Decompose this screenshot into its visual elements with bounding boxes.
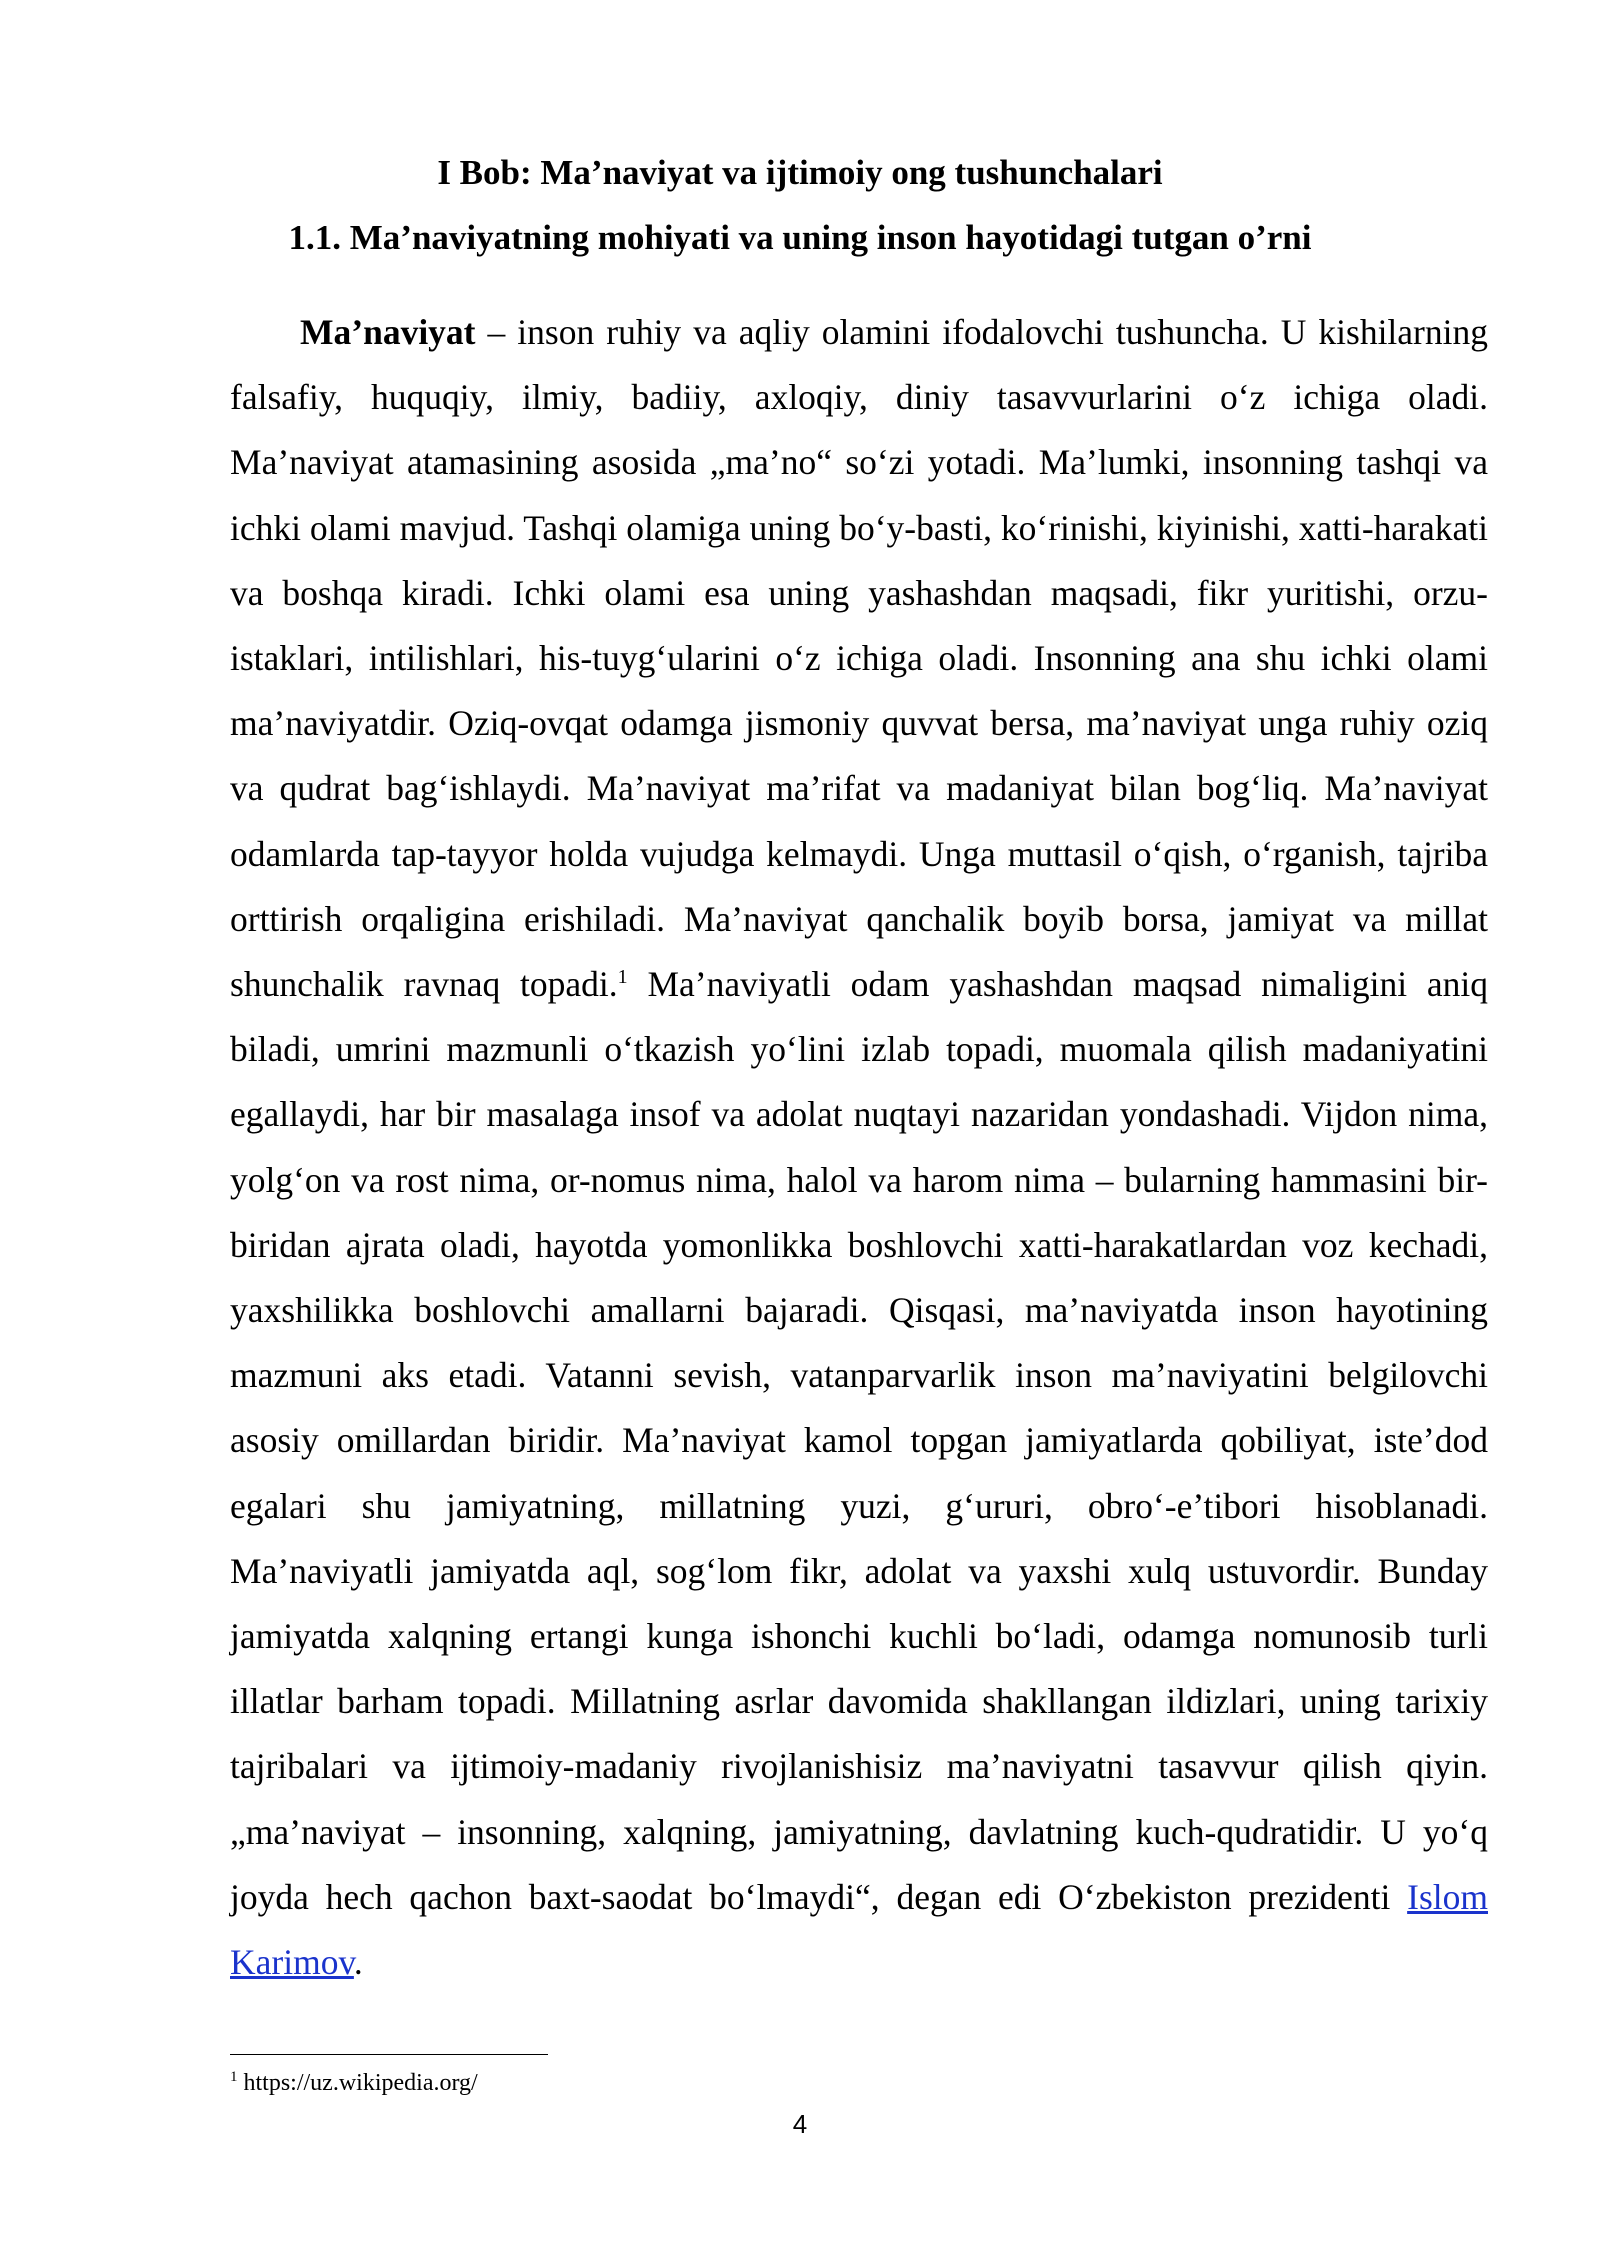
footnote-number: 1 <box>230 2069 238 2085</box>
footnote-text: https://uz.wikipedia.org/ <box>237 2070 478 2096</box>
paragraph-text-part-2: Ma’naviyatli odam yashashdan maqsad nimaligini aniq biladi, umrini mazmunli o‘tkazish yo‘lini izlab topadi, muomala qilish madaniyatini egallaydi, har bir masalaga insof va adolat nuqtayi nazaridan yondashadi. Vijdon nima, yolg‘on va rost nima, or-nomus nima, halol va harom nima – bularning hammasini bir-biridan ajrata oladi, hayotda yomonlikka boshlovchi xatti-harakatlardan voz kechadi, yaxshilikka boshlovchi amallarni bajaradi. Qisqasi, ma’naviyatda inson hayotining mazmuni aks etadi. Vatanni sevish, vatanparvarlik inson ma’naviyatini belgilovchi asosiy omillardan biridir. Ma’naviyat kamol topgan jamiyatlarda qobiliyat, iste’dod egalari shu jamiyatning, millatning yuzi, g‘ururi, obro‘-e’tibori hisoblanadi. Ma’naviyatli jamiyatda aql, sog‘lom fikr, adolat va yaxshi xulq ustuvordir. Bunday jamiyatda xalqning ertangi kunga ishonchi kuchli bo‘ladi, odamga nomunosib turli illatlar barham topadi. Millatning asrlar davomida shakllangan ildizlari, uning tarixiy tajribalari va ijtimoiy-madaniy rivojlanishisiz ma’naviyatni tasavvur qilish qiyin. „ma’naviyat – insonning, xalqning, jamiyatning, davlatning kuch-qudratidir. U yo‘q joyda hech qachon baxt-saodat bo‘lmaydi“, degan edi O‘zbekiston prezidenti <box>230 964 1488 1917</box>
body-text <box>230 300 1488 1995</box>
paragraph-text-end: . <box>353 1942 363 1983</box>
footnote <box>230 2068 478 2098</box>
page-number: 4 <box>792 2109 808 2139</box>
footnote-reference[interactable]: 1 <box>617 966 628 989</box>
section-title: 1.1. Ma’naviyatning mohiyati va uning inson hayotidagi tutgan o’rni <box>288 218 1312 257</box>
lead-term: Ma’naviyat <box>300 312 476 352</box>
main-paragraph <box>230 300 1488 1995</box>
paragraph-text-part-1: – inson ruhiy va aqliy olamini ifodalovchi tushuncha. U kishilarning falsafiy, huquqiy, ilmiy, badiiy, axloqiy, diniy tasavvurlarini o‘z ichiga oladi. Ma’naviyat atamasining asosida „ma’no“ so‘zi yotadi. Ma’lumki, insonning tashqi va ichki olami mavjud. Tashqi olamiga uning bo‘y-basti, ko‘rinishi, kiyinishi, xatti-harakati va boshqa kiradi. Ichki olami esa uning yashashdan maqsadi, fikr yuritishi, orzu-istaklari, intilishlari, his-tuyg‘ularini o‘z ichiga oladi. Insonning ana shu ichki olami ma’naviyatdir. Oziq-ovqat odamga jismoniy quvvat bersa, ma’naviyat unga ruhiy oziq va qudrat bag‘ishlaydi. Ma’naviyat ma’rifat va madaniyat bilan bog‘liq. Ma’naviyat odamlarda tap-tayyor holda vujudga kelmaydi. Unga muttasil o‘qish, o‘rganish, tajriba orttirish orqaligina erishiladi. Ma’naviyat qanchalik boyib borsa, jamiyat va millat shunchalik ravnaq topadi. <box>230 312 1488 1005</box>
chapter-title: I Bob: Ma’naviyat va ijtimoiy ong tushunchalari <box>437 153 1163 192</box>
footnote-separator <box>230 2054 548 2055</box>
islom-karimov-link[interactable]: Islom Karimov <box>230 1876 1488 1983</box>
